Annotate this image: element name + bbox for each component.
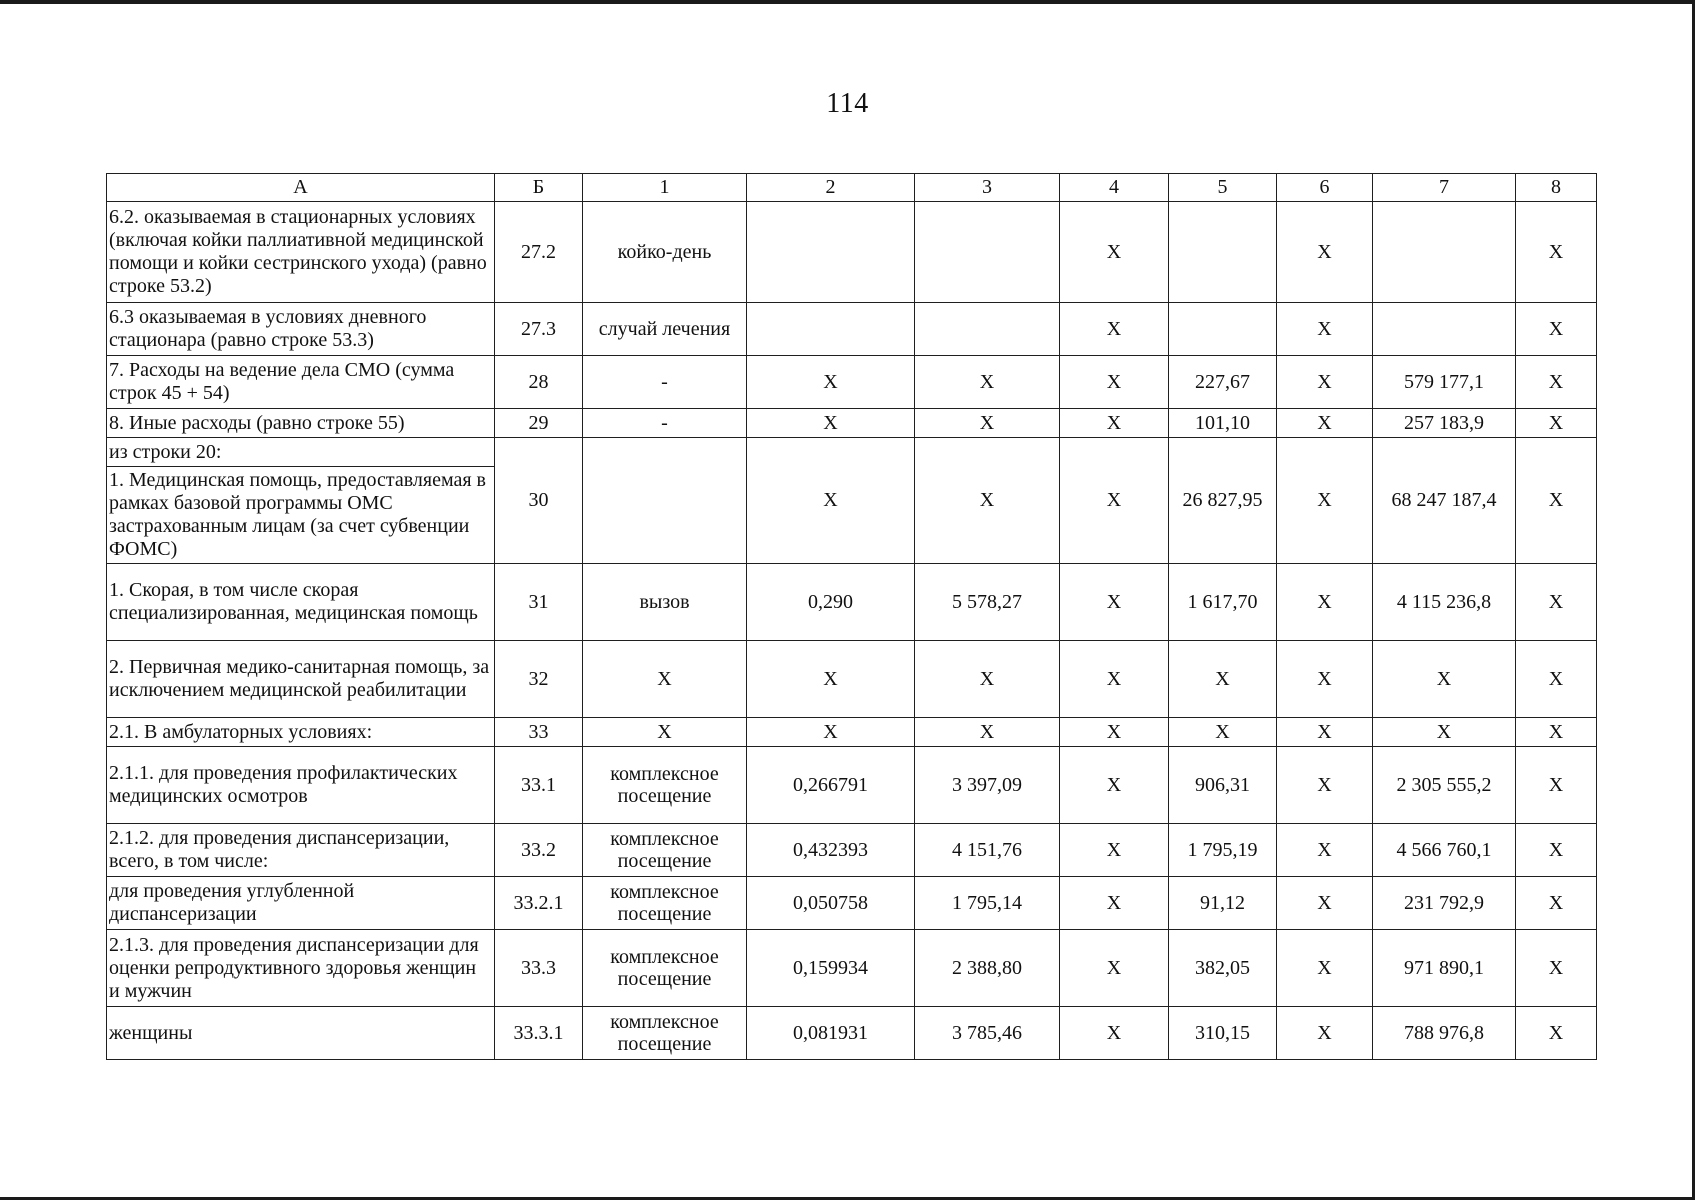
cell-col2: 0,432393: [747, 824, 915, 877]
cell-col2: X: [747, 718, 915, 747]
cell-col8: X: [1516, 877, 1597, 930]
cell-col2: X: [747, 409, 915, 438]
cell-col4: X: [1060, 356, 1169, 409]
cell-col6: X: [1277, 641, 1373, 718]
table-row: [107, 877, 1597, 930]
cell-col2: X: [747, 438, 915, 564]
row-code: 30: [495, 438, 583, 564]
row-code: 28: [495, 356, 583, 409]
row-name: 2. Первичная медико-санитарная помощь, за исключением медицинской реабилитации: [107, 641, 495, 718]
cell-col4: X: [1060, 202, 1169, 303]
cell-col3: X: [915, 438, 1060, 564]
cell-col5: 1 617,70: [1169, 564, 1277, 641]
cell-col8: X: [1516, 747, 1597, 824]
row-unit: X: [583, 718, 747, 747]
cell-col5: 1 795,19: [1169, 824, 1277, 877]
cell-col8: X: [1516, 641, 1597, 718]
table-row: [107, 930, 1597, 1007]
cell-col8: X: [1516, 438, 1597, 564]
cell-col5: 91,12: [1169, 877, 1277, 930]
cell-col4: X: [1060, 877, 1169, 930]
header-cell: Б: [495, 174, 583, 202]
cell-col5: X: [1169, 641, 1277, 718]
table-row: [107, 824, 1597, 877]
row-unit: комплексное посещение: [583, 1007, 747, 1060]
header-cell: 8: [1516, 174, 1597, 202]
cell-col4: X: [1060, 1007, 1169, 1060]
data-table: [106, 173, 1597, 1060]
cell-col3: 3 397,09: [915, 747, 1060, 824]
cell-col4: X: [1060, 564, 1169, 641]
row-unit: комплексное посещение: [583, 877, 747, 930]
cell-col4: X: [1060, 824, 1169, 877]
cell-col7: 4 566 760,1: [1373, 824, 1516, 877]
cell-col6: X: [1277, 824, 1373, 877]
table-row: [107, 409, 1597, 438]
header-cell: 4: [1060, 174, 1169, 202]
cell-col7: 788 976,8: [1373, 1007, 1516, 1060]
cell-col6: X: [1277, 930, 1373, 1007]
cell-col5: X: [1169, 718, 1277, 747]
cell-col2: [747, 303, 915, 356]
cell-col7: [1373, 202, 1516, 303]
row-unit: случай лечения: [583, 303, 747, 356]
cell-col7: X: [1373, 641, 1516, 718]
row-code: 27.3: [495, 303, 583, 356]
row-name: 2.1.1. для проведения профилактических медицинских осмотров: [107, 747, 495, 824]
cell-col7: 971 890,1: [1373, 930, 1516, 1007]
cell-col6: X: [1277, 564, 1373, 641]
table-row: [107, 747, 1597, 824]
cell-col7: X: [1373, 718, 1516, 747]
cell-col4: X: [1060, 930, 1169, 1007]
cell-col5: 382,05: [1169, 930, 1277, 1007]
cell-col8: X: [1516, 356, 1597, 409]
cell-col7: 579 177,1: [1373, 356, 1516, 409]
header-cell: 6: [1277, 174, 1373, 202]
cell-col6: X: [1277, 202, 1373, 303]
row-code: 33.3: [495, 930, 583, 1007]
row-unit: комплексное посещение: [583, 824, 747, 877]
cell-col4: X: [1060, 641, 1169, 718]
cell-col3: X: [915, 718, 1060, 747]
cell-col5: 310,15: [1169, 1007, 1277, 1060]
row-name: женщины: [107, 1007, 495, 1060]
cell-col6: X: [1277, 303, 1373, 356]
cell-col7: [1373, 303, 1516, 356]
row-name: для проведения углубленной диспансеризации: [107, 877, 495, 930]
cell-col8: X: [1516, 202, 1597, 303]
table-row: [107, 202, 1597, 303]
row-name: 8. Иные расходы (равно строке 55): [107, 409, 495, 438]
cell-col8: X: [1516, 409, 1597, 438]
cell-col6: X: [1277, 409, 1373, 438]
row-code: 27.2: [495, 202, 583, 303]
row-name: 1. Скорая, в том числе скорая специализированная, медицинская помощь: [107, 564, 495, 641]
row-unit: -: [583, 409, 747, 438]
cell-col7: 231 792,9: [1373, 877, 1516, 930]
cell-col4: X: [1060, 438, 1169, 564]
cell-col8: X: [1516, 564, 1597, 641]
cell-col8: X: [1516, 718, 1597, 747]
cell-col4: X: [1060, 747, 1169, 824]
cell-col3: 1 795,14: [915, 877, 1060, 930]
cell-col8: X: [1516, 824, 1597, 877]
table-row: [107, 438, 1597, 467]
table-row: [107, 718, 1597, 747]
cell-col2: 0,159934: [747, 930, 915, 1007]
cell-col3: 2 388,80: [915, 930, 1060, 1007]
cell-col2: X: [747, 641, 915, 718]
row-code: 33: [495, 718, 583, 747]
cell-col7: 4 115 236,8: [1373, 564, 1516, 641]
page-number: 114: [826, 88, 869, 119]
row-subheading: из строки 20:: [107, 438, 495, 467]
row-unit: X: [583, 641, 747, 718]
cell-col7: 68 247 187,4: [1373, 438, 1516, 564]
cell-col6: X: [1277, 877, 1373, 930]
cell-col6: X: [1277, 438, 1373, 564]
cell-col4: X: [1060, 718, 1169, 747]
row-name: 6.3 оказываемая в условиях дневного стационара (равно строке 53.3): [107, 303, 495, 356]
cell-col2: 0,290: [747, 564, 915, 641]
row-name: 2.1. В амбулаторных условиях:: [107, 718, 495, 747]
cell-col4: X: [1060, 303, 1169, 356]
header-cell: 7: [1373, 174, 1516, 202]
cell-col2: X: [747, 356, 915, 409]
header-cell: А: [107, 174, 495, 202]
cell-col6: X: [1277, 718, 1373, 747]
row-code: 29: [495, 409, 583, 438]
cell-col5: [1169, 303, 1277, 356]
row-unit: комплексное посещение: [583, 747, 747, 824]
row-code: 33.1: [495, 747, 583, 824]
cell-col5: 101,10: [1169, 409, 1277, 438]
row-code: 32: [495, 641, 583, 718]
row-name: 7. Расходы на ведение дела СМО (сумма строк 45 + 54): [107, 356, 495, 409]
row-code: 31: [495, 564, 583, 641]
cell-col5: 906,31: [1169, 747, 1277, 824]
cell-col8: X: [1516, 1007, 1597, 1060]
cell-col8: X: [1516, 930, 1597, 1007]
row-name: 1. Медицинская помощь, предоставляемая в рамках базовой программы ОМС застрахованным лицам (за счет субвенции ФОМС): [107, 467, 495, 564]
cell-col6: X: [1277, 747, 1373, 824]
cell-col2: 0,081931: [747, 1007, 915, 1060]
row-name: 6.2. оказываемая в стационарных условиях (включая койки паллиативной медицинской помощи и койки сестринского ухода) (равно строке 53.2): [107, 202, 495, 303]
scan-edge-top: [0, 0, 1695, 4]
table-row: [107, 564, 1597, 641]
cell-col5: 227,67: [1169, 356, 1277, 409]
cell-col2: 0,266791: [747, 747, 915, 824]
cell-col3: 3 785,46: [915, 1007, 1060, 1060]
row-code: 33.2: [495, 824, 583, 877]
row-unit: вызов: [583, 564, 747, 641]
row-unit: комплексное посещение: [583, 930, 747, 1007]
header-cell: 3: [915, 174, 1060, 202]
row-unit: -: [583, 356, 747, 409]
cell-col5: [1169, 202, 1277, 303]
cell-col3: X: [915, 641, 1060, 718]
cell-col7: 2 305 555,2: [1373, 747, 1516, 824]
row-name: 2.1.3. для проведения диспансеризации для оценки репродуктивного здоровья женщин и мужчин: [107, 930, 495, 1007]
cell-col7: 257 183,9: [1373, 409, 1516, 438]
cell-col4: X: [1060, 409, 1169, 438]
row-unit: койко-день: [583, 202, 747, 303]
table-row: [107, 303, 1597, 356]
row-name: 2.1.2. для проведения диспансеризации, всего, в том числе:: [107, 824, 495, 877]
cell-col3: 5 578,27: [915, 564, 1060, 641]
header-cell: 1: [583, 174, 747, 202]
header-cell: 2: [747, 174, 915, 202]
table-row: [107, 1007, 1597, 1060]
table-header-row: [107, 174, 1597, 202]
cell-col6: X: [1277, 356, 1373, 409]
cell-col8: X: [1516, 303, 1597, 356]
header-cell: 5: [1169, 174, 1277, 202]
cell-col3: [915, 202, 1060, 303]
row-unit: [583, 438, 747, 564]
row-code: 33.2.1: [495, 877, 583, 930]
cell-col3: 4 151,76: [915, 824, 1060, 877]
row-code: 33.3.1: [495, 1007, 583, 1060]
cell-col2: 0,050758: [747, 877, 915, 930]
cell-col3: [915, 303, 1060, 356]
cell-col2: [747, 202, 915, 303]
cell-col3: X: [915, 356, 1060, 409]
cell-col3: X: [915, 409, 1060, 438]
table-row: [107, 641, 1597, 718]
table-row: [107, 356, 1597, 409]
cell-col5: 26 827,95: [1169, 438, 1277, 564]
cell-col6: X: [1277, 1007, 1373, 1060]
